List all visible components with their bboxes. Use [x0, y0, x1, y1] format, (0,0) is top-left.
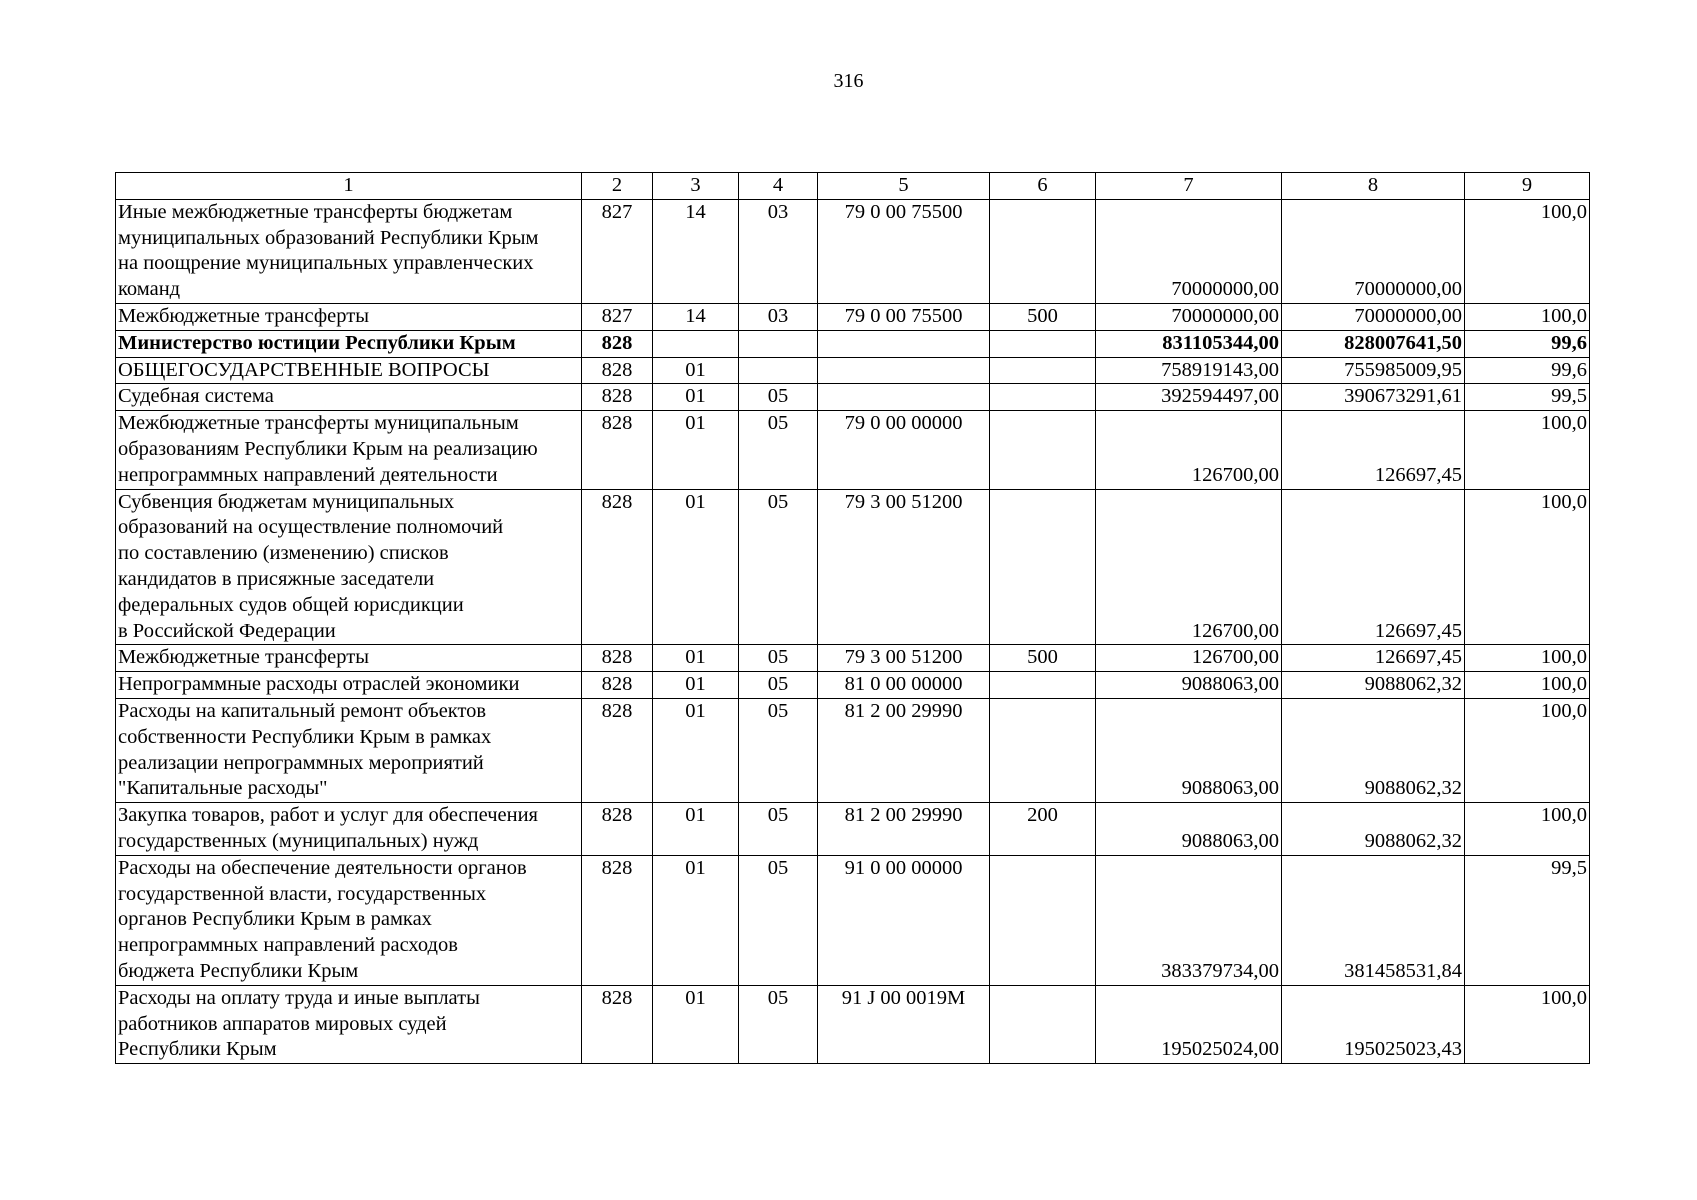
table-body: [116, 199, 1590, 1063]
admin-code-cell: 828: [582, 357, 653, 384]
percent-cell: 100,0: [1465, 489, 1590, 645]
expense-type-cell: [990, 672, 1096, 699]
item-name-line: Субвенция бюджетам муниципальных: [118, 490, 455, 513]
percent-cell: 100,0: [1465, 411, 1590, 489]
expense-type-cell: [990, 357, 1096, 384]
table-row: [116, 330, 1590, 357]
header-cell: 9: [1465, 173, 1590, 200]
subsection-cell: [739, 357, 818, 384]
table-row: [116, 855, 1590, 985]
percent-cell: 99,5: [1465, 384, 1590, 411]
table-row: [116, 698, 1590, 802]
executed-amount-cell: 390673291,61: [1282, 384, 1465, 411]
approved-amount-cell: 9088063,00: [1096, 698, 1282, 802]
item-name-line: работников аппаратов мировых судей: [118, 1012, 447, 1035]
percent-cell: 100,0: [1465, 199, 1590, 303]
item-name-cell: [116, 199, 582, 303]
item-name-cell: [116, 411, 582, 489]
item-name-line: государственной власти, государственных: [118, 882, 487, 905]
table-row: [116, 489, 1590, 645]
subsection-cell: 03: [739, 199, 818, 303]
executed-amount-cell: 9088062,32: [1282, 672, 1465, 699]
expense-type-cell: [990, 384, 1096, 411]
target-article-cell: 81 0 00 00000: [818, 672, 990, 699]
target-article-cell: 79 0 00 75500: [818, 303, 990, 330]
item-name-line: команд: [118, 278, 181, 301]
target-article-cell: [818, 330, 990, 357]
admin-code-cell: 827: [582, 303, 653, 330]
percent-cell: 100,0: [1465, 803, 1590, 856]
item-name-cell: [116, 303, 582, 330]
executed-amount-cell: 126697,45: [1282, 489, 1465, 645]
target-article-cell: 81 2 00 29990: [818, 698, 990, 802]
item-name-line: непрограммных направлений расходов: [118, 934, 458, 957]
item-name-line: Межбюджетные трансферты муниципальным: [118, 412, 519, 435]
expense-type-cell: [990, 330, 1096, 357]
item-name-line: образований на осуществление полномочий: [118, 516, 504, 539]
executed-amount-cell: 381458531,84: [1282, 855, 1465, 985]
expense-type-cell: 500: [990, 645, 1096, 672]
item-name-line: бюджета Республики Крым: [118, 959, 359, 982]
subsection-cell: 05: [739, 803, 818, 856]
target-article-cell: 91 0 00 00000: [818, 855, 990, 985]
section-cell: 14: [653, 199, 739, 303]
approved-amount-cell: 758919143,00: [1096, 357, 1282, 384]
item-name-cell: [116, 672, 582, 699]
approved-amount-cell: 9088063,00: [1096, 803, 1282, 856]
item-name-cell: [116, 698, 582, 802]
subsection-cell: 05: [739, 698, 818, 802]
header-cell: 1: [116, 173, 582, 200]
item-name-line: Расходы на оплату труда и иные выплаты: [118, 986, 480, 1009]
budget-table: [115, 172, 1590, 1064]
subsection-cell: 05: [739, 855, 818, 985]
item-name-line: кандидатов в присяжные заседатели: [118, 567, 435, 590]
item-name-line: Непрограммные расходы отраслей экономики: [118, 673, 520, 696]
expense-type-cell: [990, 985, 1096, 1063]
executed-amount-cell: 828007641,50: [1282, 330, 1465, 357]
executed-amount-cell: 126697,45: [1282, 411, 1465, 489]
subsection-cell: 05: [739, 985, 818, 1063]
percent-cell: 99,5: [1465, 855, 1590, 985]
approved-amount-cell: 126700,00: [1096, 645, 1282, 672]
expense-type-cell: 200: [990, 803, 1096, 856]
target-article-cell: 79 0 00 75500: [818, 199, 990, 303]
table-header-row: [116, 173, 1590, 200]
executed-amount-cell: 70000000,00: [1282, 199, 1465, 303]
approved-amount-cell: 126700,00: [1096, 489, 1282, 645]
admin-code-cell: 828: [582, 985, 653, 1063]
subsection-cell: [739, 330, 818, 357]
section-cell: 01: [653, 855, 739, 985]
item-name-line: в Российской Федерации: [118, 619, 336, 642]
item-name-line: Расходы на капитальный ремонт объектов: [118, 699, 487, 722]
percent-cell: 100,0: [1465, 985, 1590, 1063]
admin-code-cell: 828: [582, 672, 653, 699]
item-name-line: Расходы на обеспечение деятельности органов: [118, 856, 527, 879]
target-article-cell: [818, 384, 990, 411]
item-name-line: реализации непрограммных мероприятий: [118, 751, 484, 774]
item-name-line: собственности Республики Крым в рамках: [118, 725, 492, 748]
subsection-cell: 03: [739, 303, 818, 330]
table-row: [116, 985, 1590, 1063]
item-name-cell: [116, 330, 582, 357]
section-cell: 14: [653, 303, 739, 330]
expense-type-cell: [990, 489, 1096, 645]
subsection-cell: 05: [739, 411, 818, 489]
item-name-line: на поощрение муниципальных управленческих: [118, 252, 534, 275]
item-name-cell: [116, 803, 582, 856]
expense-type-cell: [990, 855, 1096, 985]
subsection-cell: 05: [739, 489, 818, 645]
item-name-line: органов Республики Крым в рамках: [118, 908, 432, 931]
percent-cell: 99,6: [1465, 357, 1590, 384]
item-name-cell: [116, 357, 582, 384]
executed-amount-cell: 126697,45: [1282, 645, 1465, 672]
admin-code-cell: 828: [582, 645, 653, 672]
subsection-cell: 05: [739, 384, 818, 411]
executed-amount-cell: 9088062,32: [1282, 698, 1465, 802]
header-cell: 2: [582, 173, 653, 200]
percent-cell: 99,6: [1465, 330, 1590, 357]
item-name-line: непрограммных направлений деятельности: [118, 463, 498, 486]
item-name-line: по составлению (изменению) списков: [118, 542, 449, 565]
section-cell: 01: [653, 489, 739, 645]
subsection-cell: 05: [739, 645, 818, 672]
target-article-cell: [818, 357, 990, 384]
item-name-line: муниципальных образований Республики Крым: [118, 226, 539, 249]
table-row: [116, 411, 1590, 489]
item-name-line: федеральных судов общей юрисдикции: [118, 593, 464, 616]
table-row: [116, 303, 1590, 330]
item-name-cell: [116, 489, 582, 645]
item-name-line: "Капитальные расходы": [118, 777, 328, 800]
table-row: [116, 803, 1590, 856]
header-cell: 3: [653, 173, 739, 200]
item-name-line: Республики Крым: [118, 1038, 277, 1061]
approved-amount-cell: 831105344,00: [1096, 330, 1282, 357]
header-cell: 7: [1096, 173, 1282, 200]
expense-type-cell: [990, 411, 1096, 489]
header-cell: 8: [1282, 173, 1465, 200]
percent-cell: 100,0: [1465, 645, 1590, 672]
item-name-cell: [116, 855, 582, 985]
item-name-cell: [116, 384, 582, 411]
item-name-line: Министерство юстиции Республики Крым: [118, 331, 516, 354]
executed-amount-cell: 195025023,43: [1282, 985, 1465, 1063]
section-cell: 01: [653, 645, 739, 672]
approved-amount-cell: 126700,00: [1096, 411, 1282, 489]
target-article-cell: 79 3 00 51200: [818, 645, 990, 672]
section-cell: 01: [653, 411, 739, 489]
section-cell: 01: [653, 672, 739, 699]
section-cell: 01: [653, 384, 739, 411]
admin-code-cell: 828: [582, 855, 653, 985]
admin-code-cell: 828: [582, 384, 653, 411]
table-row: [116, 199, 1590, 303]
target-article-cell: 79 0 00 00000: [818, 411, 990, 489]
executed-amount-cell: 70000000,00: [1282, 303, 1465, 330]
target-article-cell: 81 2 00 29990: [818, 803, 990, 856]
page-number: 316: [833, 70, 864, 92]
item-name-line: Судебная система: [118, 385, 274, 408]
approved-amount-cell: 392594497,00: [1096, 384, 1282, 411]
section-cell: 01: [653, 985, 739, 1063]
table-row: [116, 384, 1590, 411]
percent-cell: 100,0: [1465, 672, 1590, 699]
expense-type-cell: 500: [990, 303, 1096, 330]
item-name-line: образованиям Республики Крым на реализацию: [118, 437, 538, 460]
subsection-cell: 05: [739, 672, 818, 699]
section-cell: 01: [653, 698, 739, 802]
expense-type-cell: [990, 199, 1096, 303]
item-name-cell: [116, 985, 582, 1063]
admin-code-cell: 828: [582, 489, 653, 645]
item-name-line: Межбюджетные трансферты: [118, 304, 369, 327]
approved-amount-cell: 383379734,00: [1096, 855, 1282, 985]
header-cell: 5: [818, 173, 990, 200]
section-cell: [653, 330, 739, 357]
approved-amount-cell: 9088063,00: [1096, 672, 1282, 699]
approved-amount-cell: 195025024,00: [1096, 985, 1282, 1063]
header-cell: 6: [990, 173, 1096, 200]
target-article-cell: 79 3 00 51200: [818, 489, 990, 645]
header-cell: 4: [739, 173, 818, 200]
approved-amount-cell: 70000000,00: [1096, 199, 1282, 303]
expense-type-cell: [990, 698, 1096, 802]
admin-code-cell: 828: [582, 803, 653, 856]
item-name-line: Межбюджетные трансферты: [118, 646, 369, 669]
table-row: [116, 645, 1590, 672]
percent-cell: 100,0: [1465, 303, 1590, 330]
executed-amount-cell: 9088062,32: [1282, 803, 1465, 856]
item-name-line: Иные межбюджетные трансферты бюджетам: [118, 200, 513, 223]
table-row: [116, 357, 1590, 384]
table-row: [116, 672, 1590, 699]
admin-code-cell: 828: [582, 698, 653, 802]
percent-cell: 100,0: [1465, 698, 1590, 802]
item-name-line: ОБЩЕГОСУДАРСТВЕННЫЕ ВОПРОСЫ: [118, 358, 490, 381]
target-article-cell: 91 J 00 0019M: [818, 985, 990, 1063]
item-name-line: государственных (муниципальных) нужд: [118, 829, 479, 852]
item-name-cell: [116, 645, 582, 672]
section-cell: 01: [653, 357, 739, 384]
executed-amount-cell: 755985009,95: [1282, 357, 1465, 384]
admin-code-cell: 828: [582, 411, 653, 489]
approved-amount-cell: 70000000,00: [1096, 303, 1282, 330]
section-cell: 01: [653, 803, 739, 856]
admin-code-cell: 828: [582, 330, 653, 357]
item-name-line: Закупка товаров, работ и услуг для обеспечения: [118, 804, 538, 827]
admin-code-cell: 827: [582, 199, 653, 303]
